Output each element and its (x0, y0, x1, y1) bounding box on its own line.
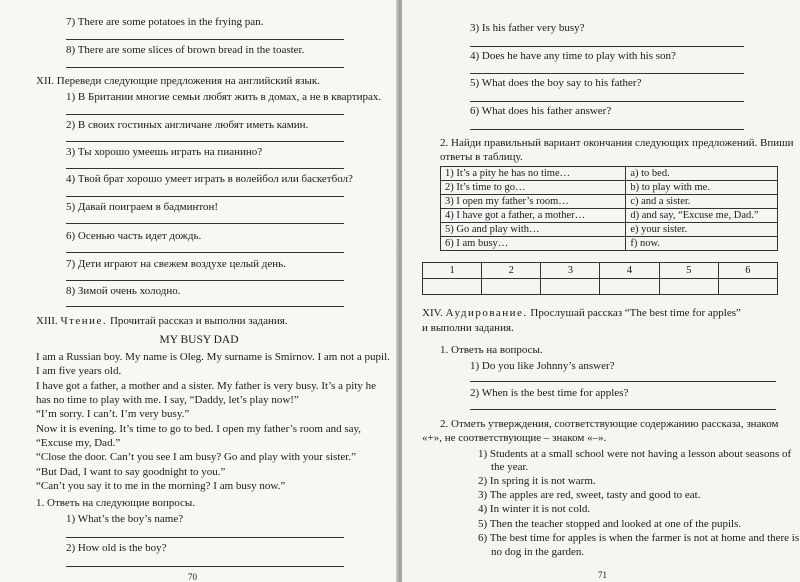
answer-line[interactable] (66, 67, 344, 68)
listen-question-2: 2) When is the best time for apples? (470, 387, 629, 399)
question-3: 3) Is his father very busy? (470, 22, 585, 34)
exercise-14-title (422, 307, 741, 320)
story-line: “Excuse my, Dad.” (36, 437, 121, 449)
statement: 4) In winter it is not cold. (478, 503, 591, 515)
answer-cell[interactable] (423, 279, 482, 295)
answer-cell[interactable] (718, 279, 777, 295)
story-line: I am five years old. (36, 365, 122, 377)
exercise-14-heading: Аудирование. (445, 307, 528, 319)
story-line: I am a Russian boy. My name is Oleg. My surname is Smirnov. I am not a pupil. (36, 351, 390, 363)
answer-cell[interactable] (541, 279, 600, 295)
exercise-13-instruction: Прочитай рассказ и выполни задания. (109, 315, 288, 327)
answer-line[interactable] (470, 101, 744, 102)
answer-header: 1 (423, 263, 482, 279)
listen-task-2-title-cont: «+», не соответствующие – знаком «–». (422, 432, 607, 444)
table-cell: d) and say, “Excuse me, Dad.” (626, 209, 778, 223)
story-line: “But Dad, I want to say goodnight to you.” (36, 466, 226, 478)
answer-line[interactable] (66, 537, 344, 538)
table-row (441, 209, 778, 223)
page-number: 70 (188, 572, 197, 582)
answer-cell[interactable] (600, 279, 659, 295)
table-cell: 1) It’s a pity he has no time… (441, 167, 626, 181)
table-cell: a) to bed. (626, 167, 778, 181)
statement: 6) The best time for apples is when the farmer is not at home and there is (478, 532, 800, 544)
story-title: MY BUSY DAD (159, 334, 239, 346)
table-row (423, 263, 778, 279)
table-cell: f) now. (626, 237, 778, 251)
question-2: 2) How old is the boy? (66, 542, 167, 554)
table-row (441, 223, 778, 237)
table-cell: 5) Go and play with… (441, 223, 626, 237)
table-row (441, 237, 778, 251)
answer-cell[interactable] (659, 279, 718, 295)
exercise-13-title (36, 315, 288, 328)
task-1-title: 1. Ответь на следующие вопросы. (36, 497, 196, 509)
answer-line[interactable] (66, 566, 344, 567)
ex12-item-6: 6) Осенью часть идет дождь. (66, 230, 202, 242)
answer-line[interactable] (470, 129, 744, 130)
answer-line[interactable] (66, 39, 344, 40)
table-row (441, 181, 778, 195)
statement: 5) Then the teacher stopped and looked at one of the pupils. (478, 518, 742, 530)
ex12-item-5: 5) Давай поиграем в бадминтон! (66, 201, 219, 213)
table-cell: e) your sister. (626, 223, 778, 237)
exercise-14-instruction: Прослушай рассказ “The best time for apples” (530, 307, 741, 319)
sentence-8: 8) There are some slices of brown bread in the toaster. (66, 44, 305, 56)
table-row (441, 167, 778, 181)
table-cell: 6) I am busy… (441, 237, 626, 251)
story-line: Now it is evening. It’s time to go to bed. I open my father’s room and say, (36, 423, 362, 435)
statement: 2) In spring it is not warm. (478, 475, 596, 487)
table-cell: c) and a sister. (626, 195, 778, 209)
statement: the year. (491, 461, 529, 473)
table-cell: 3) I open my father’s room… (441, 195, 626, 209)
answer-line[interactable] (470, 46, 744, 47)
answer-header: 6 (718, 263, 777, 279)
answer-line[interactable] (66, 114, 344, 115)
answer-line[interactable] (66, 196, 344, 197)
exercise-13-heading: Чтение. (60, 315, 108, 327)
ex12-item-3: 3) Ты хорошо умеешь играть на пианино? (66, 146, 263, 158)
statement: no dog in the garden. (491, 546, 585, 558)
answer-line[interactable] (66, 168, 344, 169)
listen-task-1-title: 1. Ответь на вопросы. (440, 344, 543, 356)
answer-cell[interactable] (482, 279, 541, 295)
statement: 1) Students at a small school were not having a lesson about seasons of (478, 448, 792, 460)
ex12-item-7: 7) Дети играют на свежем воздухе целый день. (66, 258, 286, 270)
story-line: has no time to play with me. I say, “Daddy, let’s play now!” (36, 394, 299, 406)
story-line: “Close the door. Can’t you see I am busy? Go and play with your sister.” (36, 451, 356, 463)
table-cell: b) to play with me. (626, 181, 778, 195)
exercise-14-number: XIV. (422, 307, 443, 319)
answer-line[interactable] (66, 223, 344, 224)
task-2-title: 2. Найди правильный вариант окончания следующих предложений. Впиши (440, 137, 794, 149)
answer-line[interactable] (470, 409, 776, 410)
answer-line[interactable] (66, 141, 344, 142)
question-5: 5) What does the boy say to his father? (470, 77, 642, 89)
task-2-title-cont: ответы в таблицу. (440, 151, 523, 163)
story-line: “Can’t you say it to me in the morning? I am busy now.” (36, 480, 286, 492)
answer-line[interactable] (66, 306, 344, 307)
answer-table (422, 262, 778, 295)
story-line: I have got a father, a mother and a sister. My father is very busy. It’s a pity he (36, 380, 377, 392)
statement: 3) The apples are red, sweet, tasty and good to eat. (478, 489, 701, 501)
listen-task-2-title: 2. Отметь утверждения, соответствующие содержанию рассказа, знаком (440, 418, 779, 430)
table-row (423, 279, 778, 295)
exercise-12-title: XII. Переведи следующие предложения на английский язык. (36, 75, 320, 87)
answer-header: 2 (482, 263, 541, 279)
table-row (441, 195, 778, 209)
question-6: 6) What does his father answer? (470, 105, 612, 117)
answer-line[interactable] (470, 381, 776, 382)
listen-question-1: 1) Do you like Johnny’s answer? (470, 360, 615, 372)
table-cell: 2) It’s time to go… (441, 181, 626, 195)
matching-table (440, 166, 778, 251)
ex12-item-1: 1) В Британии многие семьи любят жить в домах, а не в квартирах. (66, 91, 382, 103)
ex12-item-4: 4) Твой брат хорошо умеет играть в волейбол или баскетбол? (66, 173, 353, 185)
exercise-13-number: XIII. (36, 315, 58, 327)
answer-header: 4 (600, 263, 659, 279)
right-page (402, 0, 800, 582)
answer-header: 3 (541, 263, 600, 279)
question-1: 1) What’s the boy’s name? (66, 513, 184, 525)
answer-header: 5 (659, 263, 718, 279)
question-4: 4) Does he have any time to play with his son? (470, 50, 676, 62)
answer-line[interactable] (66, 280, 344, 281)
ex12-item-8: 8) Зимой очень холодно. (66, 285, 181, 297)
sentence-7: 7) There are some potatoes in the frying pan. (66, 16, 264, 28)
page-number: 71 (598, 570, 607, 580)
answer-line[interactable] (470, 73, 744, 74)
table-cell: 4) I have got a father, a mother… (441, 209, 626, 223)
story-line: “I’m sorry. I can’t. I’m very busy.” (36, 408, 190, 420)
exercise-14-title-cont: и выполни задания. (422, 322, 514, 334)
left-page (0, 0, 398, 582)
answer-line[interactable] (66, 252, 344, 253)
ex12-item-2: 2) В своих гостиных англичане любят иметь камин. (66, 119, 309, 131)
